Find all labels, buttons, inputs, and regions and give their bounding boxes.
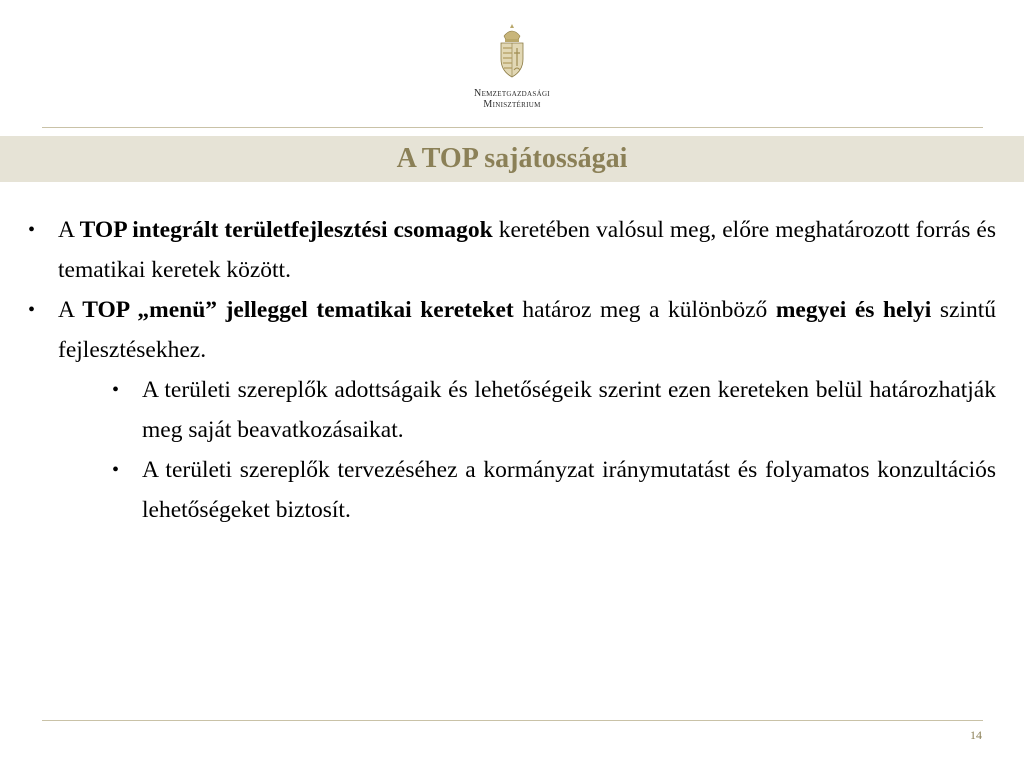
header-divider — [42, 127, 983, 128]
title-band — [0, 136, 1024, 182]
bullet-icon: • — [28, 219, 36, 241]
slide-title: A TOP sajátosságai — [396, 143, 628, 174]
bullet-2-seg-0: A — [58, 297, 83, 323]
bullet-icon: • — [28, 299, 36, 321]
bullet-1-seg-0: A — [58, 217, 80, 243]
bullet-item-2 — [28, 290, 996, 530]
sub-bullet-1-text: A területi szereplők adottságaik és lehetőségeik szerint ezen kereteken belül határozhatják meg saját beavatkozásaikat. — [142, 377, 996, 443]
bullet-icon: • — [112, 379, 120, 401]
ministry-name-line2: Minisztérium — [483, 99, 541, 110]
sub-bullet-item-2 — [112, 450, 996, 530]
sub-bullet-item-1 — [112, 370, 996, 450]
bullet-1-seg-1: TOP integrált területfejlesztési csomagok — [79, 217, 493, 243]
ministry-name — [0, 88, 1024, 110]
bullet-icon: • — [112, 459, 120, 481]
sub-bullet-2-text: A területi szereplők tervezéséhez a kormányzat iránymutatást és folyamatos konzultációs lehetőségeket biztosít. — [142, 457, 996, 523]
bullet-2-seg-3: megyei és helyi — [775, 297, 932, 323]
bullet-1-seg-2: keretében valósul meg, előre meghatározott forrás és tematikai keretek között. — [58, 217, 996, 283]
slide-content — [28, 210, 996, 530]
page-number: 14 — [970, 728, 982, 742]
coat-of-arms-icon — [495, 22, 529, 84]
sub-bullet-list — [112, 370, 996, 530]
bullet-2-seg-1: TOP „menü” jelleggel tematikai kereteket — [82, 297, 514, 323]
bullet-list — [28, 210, 996, 530]
bullet-item-1 — [28, 210, 996, 290]
bullet-2-seg-4: szintű fejlesztésekhez. — [58, 297, 996, 363]
bullet-2-seg-2: határoz meg a különböző — [513, 297, 776, 323]
ministry-name-line1: Nemzetgazdasági — [474, 88, 550, 99]
ministry-logo — [0, 22, 1024, 110]
footer-divider — [42, 720, 983, 721]
